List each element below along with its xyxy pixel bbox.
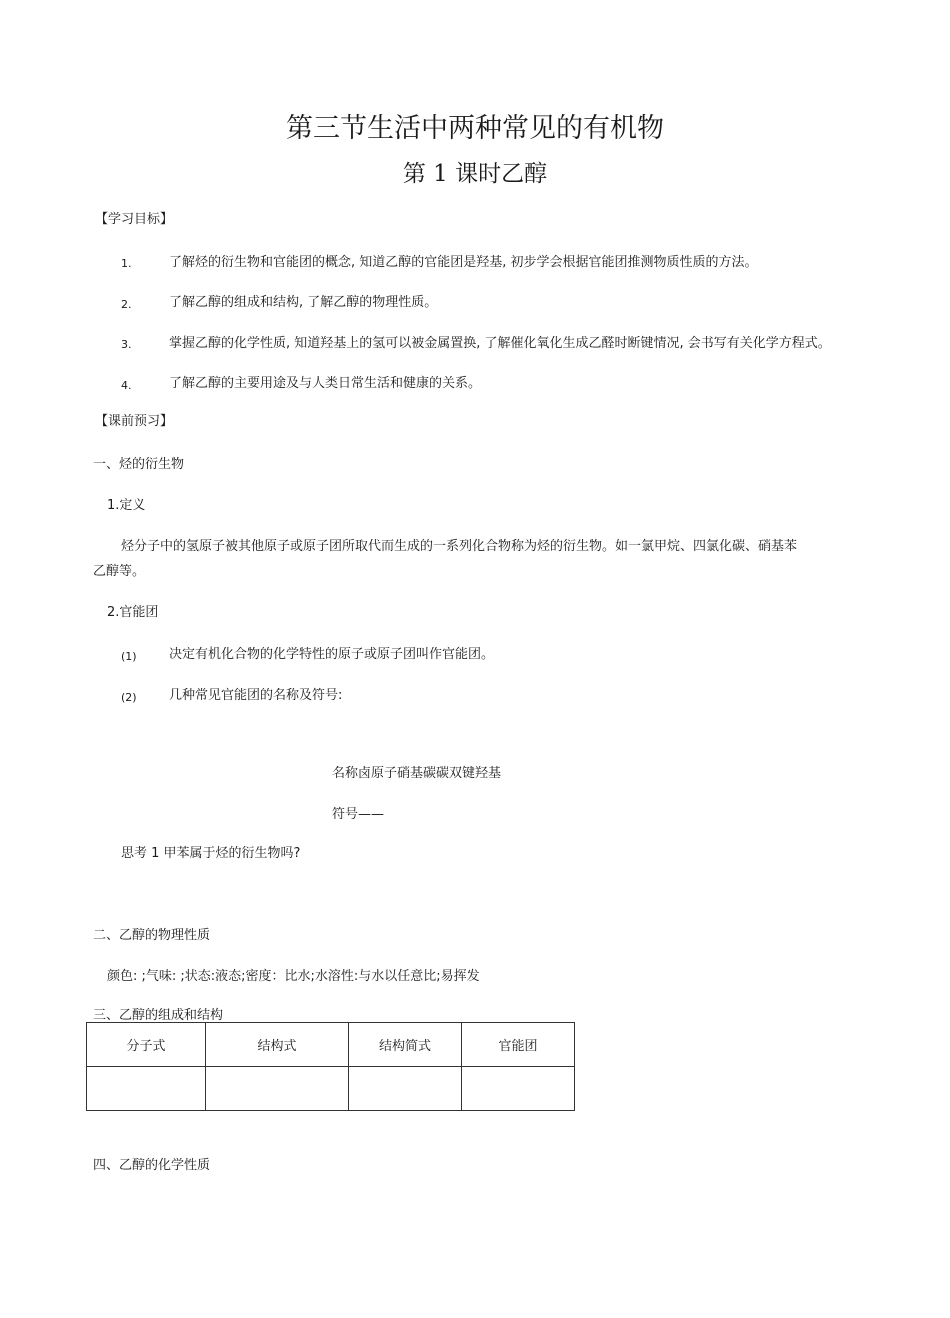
section-heading: 四、乙醇的化学性质 xyxy=(93,1158,211,1173)
lesson-subtitle: 第 1 课时乙醇 xyxy=(402,161,548,187)
objective-number: 4. xyxy=(121,379,132,392)
subsection-heading: 1.定义 xyxy=(107,498,146,513)
think-question: 思考 1 甲苯属于烃的衍生物吗? xyxy=(121,846,301,861)
objective-number: 2. xyxy=(121,298,132,311)
item-number: (1) xyxy=(121,650,137,663)
section-heading: 二、乙醇的物理性质 xyxy=(93,928,211,943)
table-header-cell: 结构简式 xyxy=(349,1023,462,1067)
subsection-heading: 2.官能团 xyxy=(107,605,159,620)
table-cell xyxy=(349,1067,462,1111)
structure-table xyxy=(86,1022,575,1111)
definition-text-cont: 乙醇等。 xyxy=(93,564,146,579)
item-text: 几种常见官能团的名称及符号: xyxy=(169,688,343,703)
objective-text: 了解乙醇的主要用途及与人类日常生活和健康的关系。 xyxy=(169,376,482,391)
objective-text: 了解乙醇的组成和结构, 了解乙醇的物理性质。 xyxy=(169,295,438,310)
objective-number: 3. xyxy=(121,338,132,351)
objectives-heading: 【学习目标】 xyxy=(95,212,174,227)
table-cell xyxy=(87,1067,206,1111)
item-number: (2) xyxy=(121,691,137,704)
definition-text: 烃分子中的氢原子被其他原子或原子团所取代而生成的一系列化合物称为烃的衍生物。如一氯甲烷、四氯化碳、硝基苯 xyxy=(121,539,798,554)
section-heading: 一、烃的衍生物 xyxy=(93,457,185,472)
table-header-cell: 结构式 xyxy=(206,1023,349,1067)
table-header-cell: 官能团 xyxy=(462,1023,575,1067)
section-heading: 三、乙醇的组成和结构 xyxy=(93,1008,224,1023)
table-cell xyxy=(462,1067,575,1111)
physical-properties-text: 颜色: ;气味: ;状态:液态;密度：比水;水溶性:与水以任意比;易挥发 xyxy=(107,969,480,984)
functional-group-names: 名称卤原子硝基碳碳双键羟基 xyxy=(332,766,502,781)
objective-text: 了解烃的衍生物和官能团的概念, 知道乙醇的官能团是羟基, 初步学会根据官能团推测物质性质的方法。 xyxy=(169,255,758,270)
preview-heading: 【课前预习】 xyxy=(95,414,174,429)
page-title: 第三节生活中两种常见的有机物 xyxy=(286,113,664,144)
functional-group-symbols: 符号—— xyxy=(332,807,385,822)
item-text: 决定有机化合物的化学特性的原子或原子团叫作官能团。 xyxy=(169,647,495,662)
objective-number: 1. xyxy=(121,257,132,270)
objective-text: 掌握乙醇的化学性质, 知道羟基上的氢可以被金属置换, 了解催化氧化生成乙醛时断键情况, 会书写有关化学方程式。 xyxy=(169,336,831,351)
table-cell xyxy=(206,1067,349,1111)
table-header-cell: 分子式 xyxy=(87,1023,206,1067)
